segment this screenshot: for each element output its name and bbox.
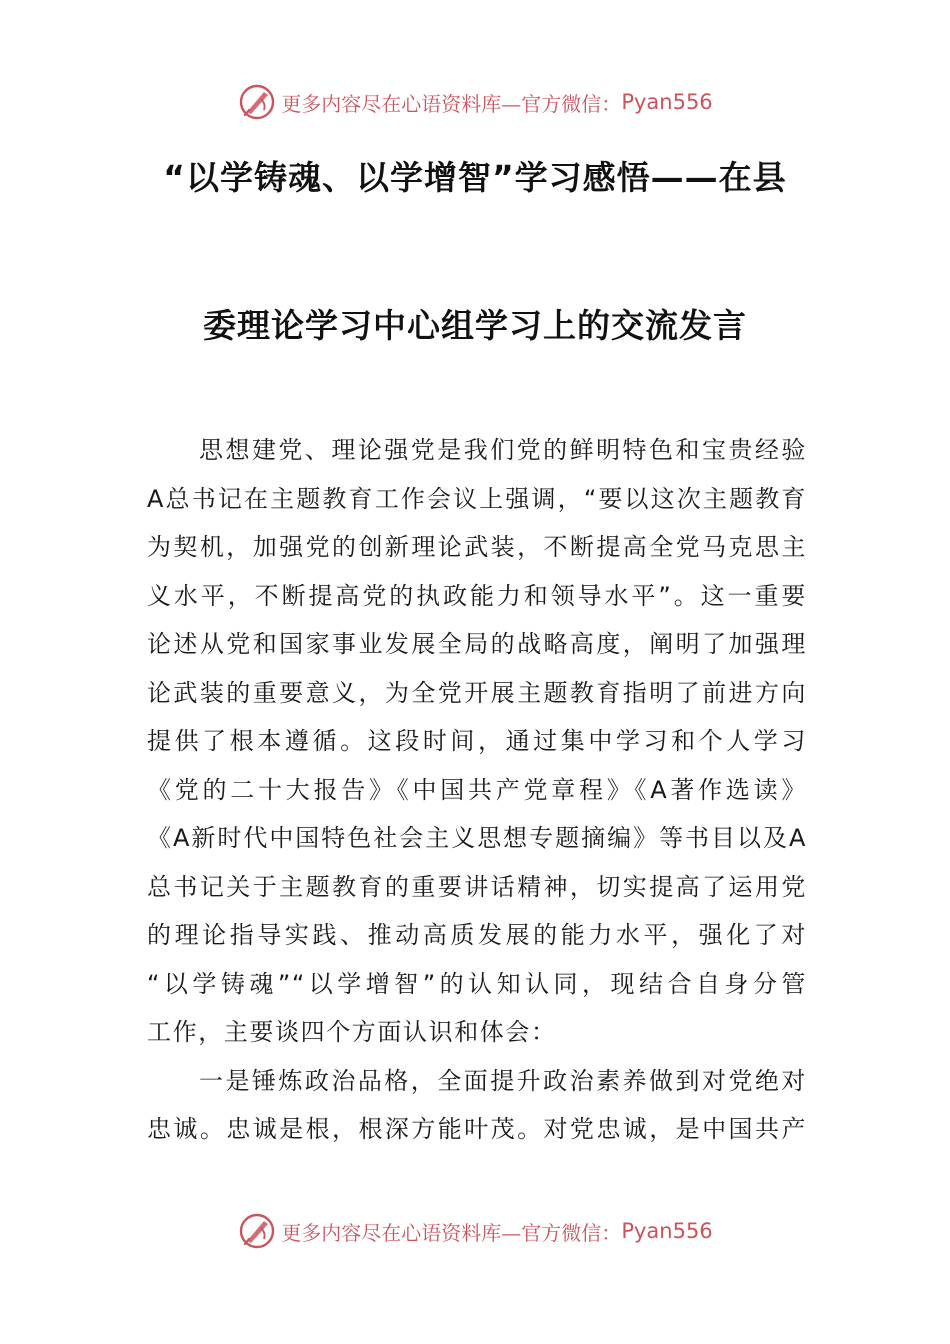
- body-line: 义水平，不断提高党的执政能力和领导水平”。这一重要: [147, 581, 807, 610]
- body-line: 《党的二十大报告》《中国共产党章程》《A著作选读》: [147, 775, 807, 804]
- body-line: 为契机，加强党的创新理论武装，不断提高全党马克思主: [147, 533, 807, 561]
- body-line: 论武装的重要意义，为全党开展主题教育指明了前进方向: [147, 678, 807, 707]
- body-paragraphs: [147, 426, 807, 1154]
- watermark-footer: [0, 1209, 950, 1253]
- body-line: 忠诚。忠诚是根，根深方能叶茂。对党忠诚，是中国共产: [147, 1115, 807, 1143]
- body-line: 提供了根本遵循。这段时间，通过集中学习和个人学习: [147, 727, 807, 755]
- document-title-line-2: 委理论学习中心组学习上的交流发言: [203, 306, 747, 345]
- body-line: 《A新时代中国特色社会主义思想专题摘编》等书目以及A: [147, 824, 807, 852]
- body-line: 的理论指导实践、推动高质发展的能力水平，强化了对: [147, 921, 807, 949]
- body-line: 一是锤炼政治品格，全面提升政治素养做到对党绝对: [199, 1066, 807, 1095]
- watermark-text: 更多内容尽在心语资料库—官方微信：: [281, 91, 622, 116]
- body-line: 工作，主要谈四个方面认识和体会：: [147, 1018, 557, 1046]
- watermark-text: 更多内容尽在心语资料库—官方微信：: [281, 1220, 622, 1245]
- quill-logo-icon: [237, 82, 277, 122]
- body-line: A总书记在主题教育工作会议上强调，“要以这次主题教育: [147, 484, 807, 513]
- body-line: 总书记关于主题教育的重要讲话精神，切实提高了运用党: [147, 872, 807, 901]
- body-line: “以学铸魂”“以学增智”的认知认同，现结合自身分管: [147, 969, 807, 998]
- document-title-line-1: “以学铸魂、以学增智”学习感悟——在县: [163, 158, 787, 197]
- body-line: 思想建党、理论强党是我们党的鲜明特色和宝贵经验: [199, 436, 807, 464]
- quill-logo-icon: [237, 1211, 277, 1251]
- watermark-header: [0, 80, 950, 124]
- watermark-wechat-id: Pyan556: [621, 1219, 713, 1243]
- body-line: 论述从党和国家事业发展全局的战略高度，阐明了加强理: [147, 630, 807, 658]
- watermark-wechat-id: Pyan556: [621, 90, 713, 114]
